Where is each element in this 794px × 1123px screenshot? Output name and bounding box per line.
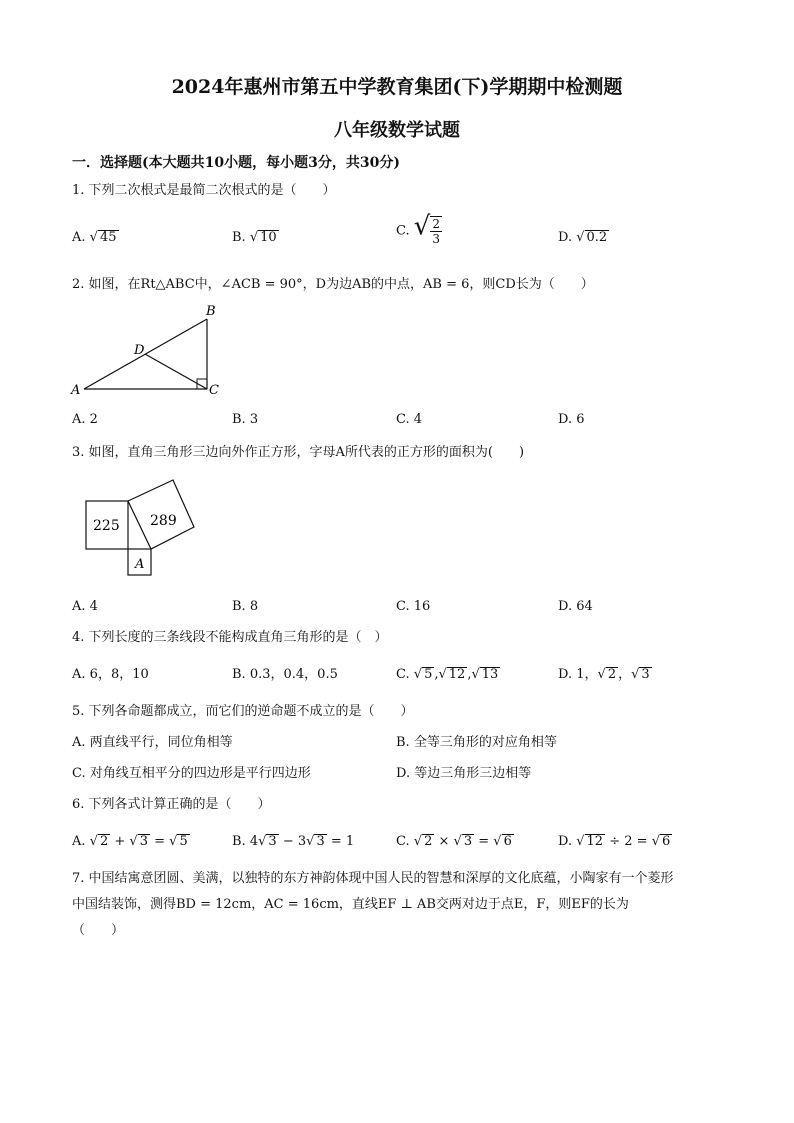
sqrt-icon: √ [413, 834, 423, 849]
q6-option-b[interactable]: B. 4√ 3 − 3√ 3 = 1 [232, 834, 355, 849]
q4-option-b[interactable] [232, 665, 338, 685]
sqrt-icon: √ [453, 834, 462, 849]
question-1-stem: 1. 下列二次根式是最简二次根式的是（ ） [72, 183, 336, 198]
option-text: 0.3，0.4，0.5 [249, 667, 338, 682]
label-a: A [135, 557, 145, 572]
q3-option-c[interactable]: C. 16 [396, 599, 431, 614]
radicand: 13 [481, 667, 499, 682]
sqrt-icon: √ [89, 834, 98, 849]
q1-option-c[interactable] [396, 211, 442, 246]
sqrt-icon: √ [631, 667, 640, 682]
radicand: 12 [586, 834, 604, 849]
result: 1 [345, 834, 355, 849]
option-letter: C. [396, 667, 410, 682]
radicand: 3 [641, 667, 650, 682]
question-7-stem [72, 866, 732, 944]
label-225: 225 [93, 518, 120, 534]
radicand: 45 [99, 230, 117, 245]
q7-line-2: 中国结装饰，测得BD = 12cm，AC = 16cm，直线EF ⊥ AB交两对边于点E，F，则EF的长为 [72, 897, 629, 912]
q2-option-c[interactable]: C. 4 [396, 412, 423, 427]
radicand: 10 [260, 230, 277, 245]
coefficient: 4 [249, 834, 259, 849]
option-letter: C. [396, 223, 410, 239]
q3-option-d[interactable]: D. 64 [558, 599, 593, 614]
q5-option-b[interactable]: B. 全等三角形的对应角相等 [396, 735, 557, 750]
option-text: 1， [576, 667, 598, 682]
option-letter: D. [558, 230, 573, 245]
page-subtitle: 八年级数学试题 [334, 120, 460, 141]
q2-option-b[interactable]: B. 3 [232, 412, 259, 427]
divisor: 2 [624, 834, 633, 849]
radicand: 2 [607, 667, 617, 682]
q3-squares-figure [80, 472, 200, 582]
option-letter: A. [72, 834, 86, 849]
sqrt-icon: √ [249, 230, 259, 245]
q5-option-d[interactable]: D. 等边三角形三边相等 [396, 766, 532, 781]
radicand: 3 [139, 834, 148, 849]
question-4-stem: 4. 下列长度的三条线段不能构成直角三角形的是（ ） [72, 630, 388, 645]
option-letter: B. [232, 667, 246, 682]
q7-line-1: 7. 中国结寓意团圆、美满，以独特的东方神韵体现中国人民的智慧和深厚的文化底蕴，小陶家有一个菱形 [72, 871, 674, 886]
radicand: 3 [463, 834, 473, 849]
radicand: 6 [503, 834, 512, 849]
question-6-stem: 6. 下列各式计算正确的是（ ） [72, 797, 271, 812]
q4-option-a[interactable] [72, 665, 149, 685]
q3-option-b[interactable]: B. 8 [232, 599, 259, 614]
q1-option-b[interactable] [232, 228, 279, 248]
segment-cd [145, 354, 207, 389]
q2-option-d[interactable]: D. 6 [558, 412, 585, 427]
sqrt-icon: √ [438, 667, 447, 682]
q1-option-a[interactable] [72, 228, 119, 248]
question-5-stem: 5. 下列各命题都成立，而它们的逆命题不成立的是（ ） [72, 704, 414, 719]
label-c: C [209, 383, 219, 398]
q1-option-d[interactable] [558, 228, 609, 248]
label-d: D [134, 343, 145, 358]
sqrt-icon: √ [576, 230, 585, 245]
q6-option-a[interactable]: A. √ 2 + √ 3 = √ 5 [72, 834, 188, 849]
denominator: 3 [432, 232, 440, 246]
q6-option-d[interactable]: D. √ 12 ÷ 2 = √ 6 [558, 834, 671, 849]
sqrt-icon: √ [651, 834, 660, 849]
radicand: 3 [268, 834, 277, 849]
sqrt-icon: √ [597, 667, 606, 682]
label-289: 289 [150, 513, 177, 529]
label-b: B [206, 304, 216, 319]
sqrt-icon: √ [493, 834, 502, 849]
radicand: 12 [448, 667, 466, 682]
q5-option-c[interactable]: C. 对角线互相平分的四边形是平行四边形 [72, 766, 311, 781]
q2-triangle-figure [66, 300, 236, 400]
q2-option-a[interactable]: A. 2 [72, 412, 98, 427]
sqrt-icon: √ [306, 834, 315, 849]
q7-line-3: （ ） [72, 923, 125, 938]
option-letter: C. [396, 834, 410, 849]
radicand: 2 [424, 834, 433, 849]
sqrt-icon: √ [413, 667, 423, 682]
section-heading: 一．选择题(本大题共10小题，每小题3分，共30分) [72, 155, 400, 171]
numerator: 2 [432, 217, 440, 231]
q5-option-a[interactable]: A. 两直线平行，同位角相等 [72, 735, 233, 750]
question-2-stem: 2. 如图，在Rt△ABC中，∠ACB = 90°，D为边AB的中点，AB = 6，则CD长为（ ） [72, 277, 594, 292]
option-letter: A. [72, 230, 86, 245]
sqrt-icon: √ [258, 834, 267, 849]
q3-option-a[interactable]: A. 4 [72, 599, 98, 614]
sqrt-icon: √ [169, 834, 178, 849]
coefficient: 3 [297, 834, 307, 849]
radicand: 2 [99, 834, 109, 849]
option-letter: D. [558, 667, 573, 682]
q4-option-c[interactable]: C. √ 5 ,√ 12 ,√ 13 [396, 667, 499, 682]
fraction [430, 216, 442, 246]
radicand: 5 [424, 667, 433, 682]
option-letter: D. [558, 834, 573, 849]
sqrt-icon: √ [471, 667, 480, 682]
option-letter: A. [72, 667, 86, 682]
radicand: 3 [316, 834, 325, 849]
q4-option-d[interactable]: D. 1，√ 2 ，√ 3 [558, 667, 650, 682]
radicand: 6 [662, 834, 671, 849]
option-letter: B. [232, 230, 246, 245]
label-a: A [71, 383, 81, 398]
sqrt-icon: √ [89, 230, 98, 245]
radicand: 0.2 [586, 230, 608, 245]
option-letter: B. [232, 834, 246, 849]
option-text: 6，8，10 [89, 667, 149, 682]
question-3-stem: 3. 如图，直角三角形三边向外作正方形，字母A所代表的正方形的面积为( ) [72, 445, 525, 460]
sqrt-icon: √ [129, 834, 138, 849]
sqrt-icon: √ [576, 834, 585, 849]
sqrt-icon: √ [413, 211, 431, 242]
page-title: 2024年惠州市第五中学教育集团(下)学期期中检测题 [171, 76, 623, 98]
radicand: 5 [179, 834, 188, 849]
q6-option-c[interactable]: C. √ 2 × √ 3 = √ 6 [396, 834, 512, 849]
